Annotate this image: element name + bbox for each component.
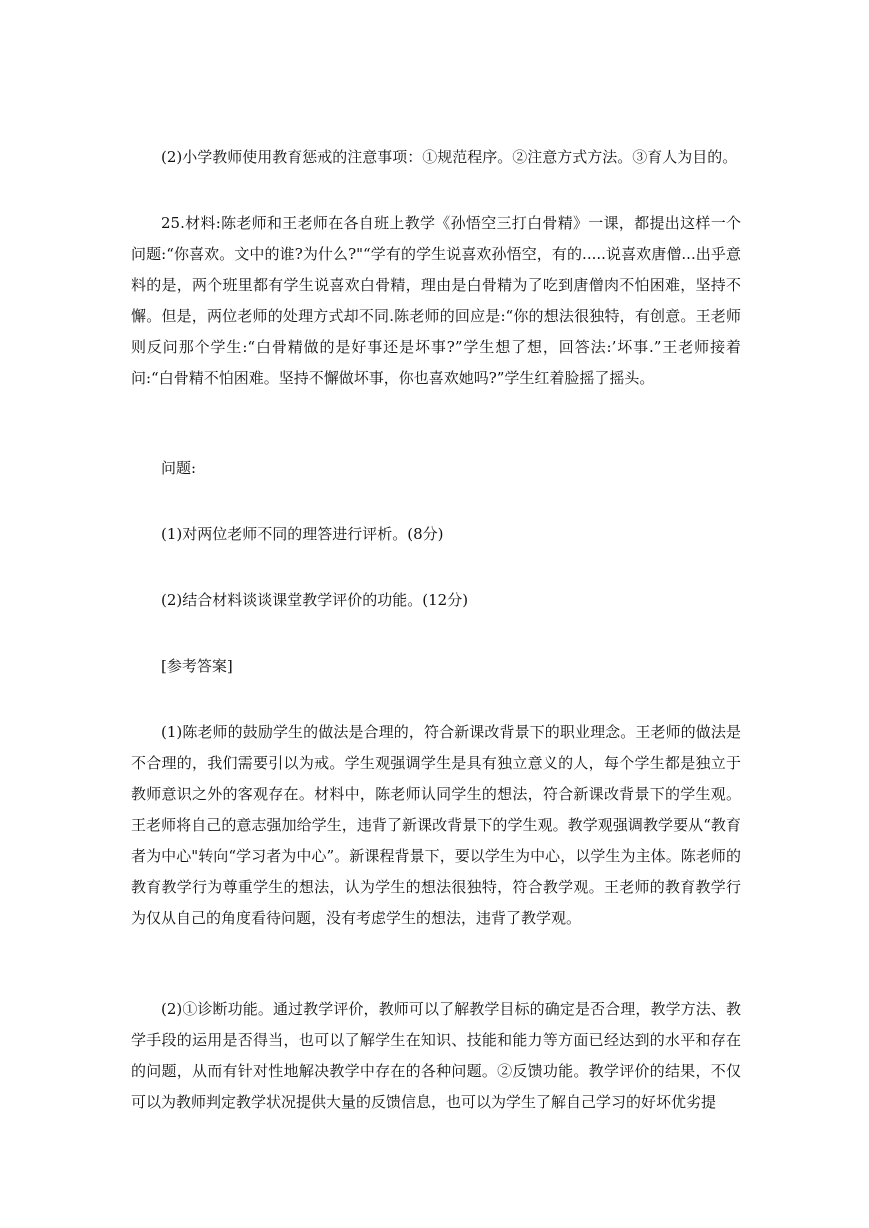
paragraph-discipline-notes: (2)小学教师使用教育惩戒的注意事项：①规范程序。②注意方式方法。③育人为目的。 xyxy=(161,148,738,166)
paragraph-question-label: 问题: xyxy=(161,459,197,477)
paragraph-answer-1: (1)陈老师的鼓励学生的做法是合理的，符合新课改背景下的职业理念。王老师的做法是不合理的，我们需要引以为戒。学生观强调学生是具有独立意义的人，每个学生都是独立于教师意识之外的客观存在。材料中，陈老师认同学生的想法，符合新课改背景下的学生观。王老师将自己的意志强加给学生，违背了新课改背景下的学生观。教学观强调教学要从“教育者为中心"转向“学习者为中心”。新课程背景下，要以学生为中心，以学生为主体。陈老师的教育教学行为尊重学生的想法，认为学生的想法很独特，符合教学观。王老师的教育教学行为仅从自己的角度看待问题，没有考虑学生的想法，违背了教学观。 xyxy=(131,723,741,927)
paragraph-answer-2: (2)①诊断功能。通过教学评价，教师可以了解教学目标的确定是否合理，教学方法、教学手段的运用是否得当，也可以了解学生在知识、技能和能力等方面已经达到的水平和存在的问题，从而有针对性地解决教学中存在的各种问题。②反馈功能。教学评价的结果，不仅可以为教师判定教学状况提供大量的反馈信息，也可以为学生了解自己学习的好坏优劣提 xyxy=(131,1000,741,1111)
paragraph-sub-question-1: (1)对两位老师不同的理答进行评析。(8分) xyxy=(161,525,444,543)
paragraph-question-25-material: 25.材料:陈老师和王老师在各自班上教学《孙悟空三打白骨精》一课，都提出这样一个问题:“你喜欢。文中的谁?为什么?"“学有的学生说喜欢孙悟空，有的.....说喜欢唐僧...出乎意料的是，两个班里都有学生说喜欢白骨精，理由是白骨精为了吃到唐僧肉不怕困难，坚持不懈。但是，两位老师的处理方式却不同.陈老师的回应是:“你的想法很独特，有创意。王老师则反问那个学生:“白骨精做的是好事还是坏事?”学生想了想，回答法:’坏事.”王老师接着问:“白骨精不怕困难。坚持不懈做坏事，你也喜欢她吗?”学生红着脸摇了摇头。 xyxy=(131,214,741,387)
paragraph-sub-question-2: (2)结合材料谈谈课堂教学评价的功能。(12分) xyxy=(161,591,469,609)
paragraph-reference-answer-heading: [参考答案] xyxy=(161,657,233,675)
